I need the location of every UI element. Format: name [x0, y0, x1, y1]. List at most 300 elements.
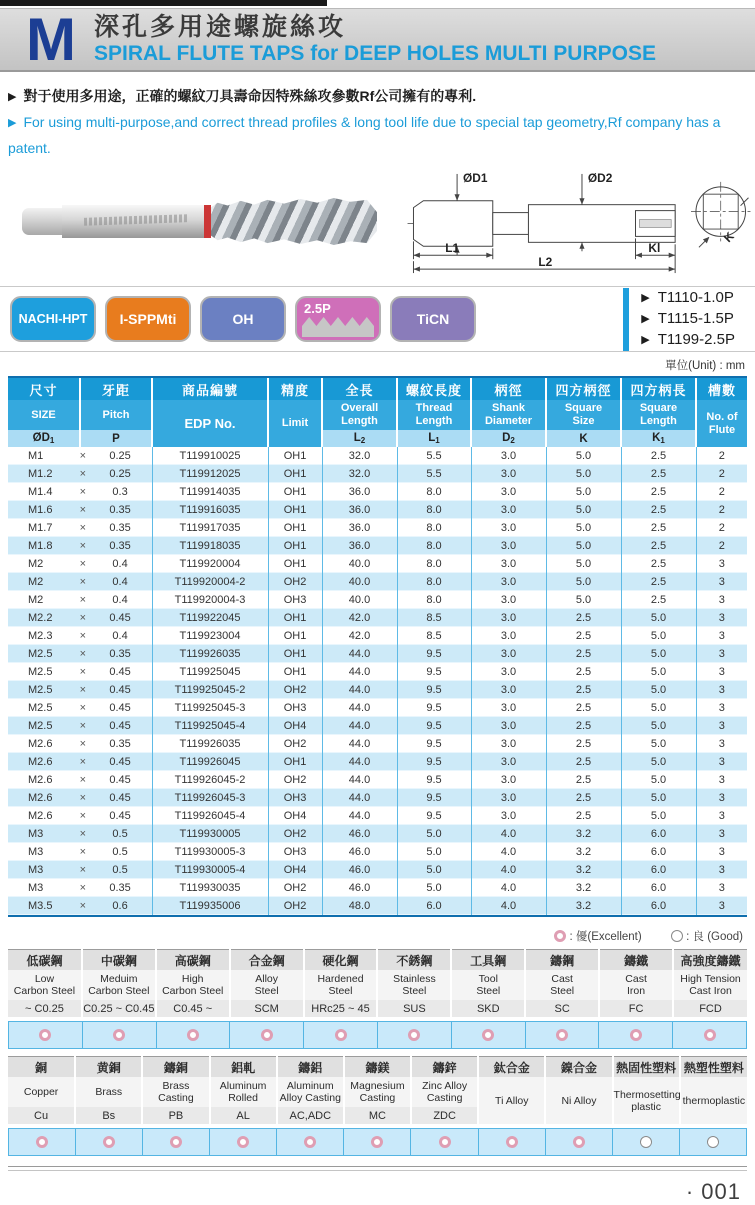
- material-en: Brass Casting: [142, 1077, 209, 1107]
- square-size-value: 5.0: [546, 519, 621, 537]
- pitch-value: 0.45: [109, 791, 131, 804]
- spec-row-T119922045: [8, 609, 747, 627]
- shank-diameter-value: 3.0: [471, 609, 546, 627]
- pitch-value: 0.45: [109, 773, 131, 786]
- size-value: M2: [28, 575, 44, 588]
- multiply-sign: ×: [79, 539, 87, 552]
- tap-red-ring: [204, 205, 211, 238]
- cell-size-pitch: [8, 789, 152, 807]
- size-value: M2.5: [28, 647, 53, 660]
- overall-length-value: 44.0: [322, 771, 397, 789]
- square-size-value: 3.2: [546, 897, 621, 915]
- cell-size-pitch: [8, 861, 152, 879]
- multiply-sign: ×: [79, 683, 87, 696]
- pitch-value: 0.4: [112, 575, 128, 588]
- material-zh: 鑄鋅: [411, 1057, 478, 1078]
- material-en: Aluminum Rolled: [210, 1077, 277, 1107]
- square-length-value: 6.0: [621, 879, 696, 897]
- edp-value: T119910025: [152, 447, 268, 465]
- thread-length-value: 9.5: [397, 663, 471, 681]
- overall-length-value: 40.0: [322, 591, 397, 609]
- square-size-value: 3.2: [546, 825, 621, 843]
- material-en: Zinc Alloy Casting: [411, 1077, 478, 1107]
- flute-count-value: 3: [696, 555, 747, 573]
- flute-count-value: 3: [696, 591, 747, 609]
- square-length-value: 5.0: [621, 717, 696, 735]
- material-zh: 高碳鋼: [156, 950, 230, 971]
- size-value: M2.5: [28, 719, 53, 732]
- flute-count-value: 3: [696, 699, 747, 717]
- flute-count-value: 3: [696, 861, 747, 879]
- square-size-value: 2.5: [546, 717, 621, 735]
- overall-length-value: 48.0: [322, 897, 397, 915]
- rating-cell: [210, 1129, 277, 1156]
- material-en: Copper: [8, 1077, 75, 1107]
- rating-legend: [0, 917, 755, 949]
- tap-square-drive: [22, 208, 64, 235]
- rating-cell: [673, 1022, 747, 1049]
- limit-value: OH1: [268, 519, 322, 537]
- overall-length-value: 42.0: [322, 609, 397, 627]
- rating-cell: [230, 1022, 304, 1049]
- material-en: Alloy Steel: [230, 970, 304, 1000]
- cell-size-pitch: [8, 843, 152, 861]
- shank-diameter-value: 3.0: [471, 537, 546, 555]
- size-value: M2.5: [28, 701, 53, 714]
- multiply-sign: ×: [79, 449, 87, 462]
- size-value: M2: [28, 593, 44, 606]
- shank-diameter-value: 3.0: [471, 753, 546, 771]
- square-size-value: 5.0: [546, 591, 621, 609]
- spec-row-T119925045: [8, 663, 747, 681]
- spec-table-wrap: [8, 376, 747, 917]
- multiply-sign: ×: [79, 845, 87, 858]
- square-length-value: 2.5: [621, 573, 696, 591]
- flute-count-value: 2: [696, 537, 747, 555]
- label-d2: ØD2: [587, 170, 613, 185]
- shank-diameter-value: 3.0: [471, 699, 546, 717]
- multiply-sign: ×: [79, 485, 87, 498]
- intro-bullets: [8, 84, 755, 160]
- limit-value: OH2: [268, 681, 322, 699]
- spec-row-T119910025: [8, 447, 747, 465]
- material-zh: 銅: [8, 1057, 75, 1078]
- square-length-value: 6.0: [621, 897, 696, 915]
- multiply-sign: ×: [79, 629, 87, 642]
- product-code-item: [641, 309, 735, 330]
- material-abbrev: C0.45 ~: [156, 1000, 230, 1017]
- badge-label: 2.5P: [304, 301, 331, 316]
- shank-diameter-value: 3.0: [471, 717, 546, 735]
- spec-sym-cell: $D_2$: [471, 430, 546, 447]
- material-zh: 鈦合金: [478, 1057, 545, 1078]
- limit-value: OH1: [268, 465, 322, 483]
- square-size-value: 2.5: [546, 645, 621, 663]
- excellent-icon: [261, 1029, 273, 1041]
- material-zh: 鑄鐵: [599, 950, 673, 971]
- square-length-value: 2.5: [621, 465, 696, 483]
- size-value: M3.5: [28, 899, 53, 912]
- badge-label: NACHI-HPT: [18, 312, 88, 326]
- badge-label: TiCN: [416, 311, 450, 327]
- square-length-value: 5.0: [621, 663, 696, 681]
- edp-value: T119912025: [152, 465, 268, 483]
- overall-length-value: 36.0: [322, 483, 397, 501]
- material-en-row: [8, 970, 747, 1000]
- materials-table-1: [8, 949, 747, 1017]
- size-value: M2.6: [28, 791, 53, 804]
- square-size-value: 5.0: [546, 501, 621, 519]
- overall-length-value: 44.0: [322, 663, 397, 681]
- material-sub-row: [8, 1000, 747, 1017]
- size-value: M2.6: [28, 737, 53, 750]
- shank-diameter-value: 3.0: [471, 735, 546, 753]
- cell-size-pitch: [8, 753, 152, 771]
- material-en: Tool Steel: [451, 970, 525, 1000]
- list-arrow-icon: ▶: [641, 333, 650, 346]
- square-length-value: 5.0: [621, 699, 696, 717]
- flute-count-value: 3: [696, 897, 747, 915]
- multiply-sign: ×: [79, 701, 87, 714]
- unit-label: 單位(Unit) : mm: [665, 360, 745, 372]
- thread-length-value: 8.0: [397, 519, 471, 537]
- size-value: M1.7: [28, 521, 53, 534]
- rating-cell: [612, 1129, 679, 1156]
- cell-size-pitch: [8, 681, 152, 699]
- material-zh: 低碳鋼: [8, 950, 82, 971]
- square-size-value: 5.0: [546, 447, 621, 465]
- rating-cell: [76, 1129, 143, 1156]
- edp-value: T119930005-4: [152, 861, 268, 879]
- pitch-value: 0.4: [112, 629, 128, 642]
- media-row: [0, 164, 755, 280]
- cell-size-pitch: [8, 735, 152, 753]
- pitch-value: 0.3: [112, 485, 128, 498]
- dimension-diagram: [405, 164, 755, 280]
- thread-length-value: 9.5: [397, 735, 471, 753]
- multiply-sign: ×: [79, 827, 87, 840]
- excellent-icon: [371, 1136, 383, 1148]
- size-value: M1: [28, 449, 44, 462]
- material-zh: 鑄銅: [142, 1057, 209, 1078]
- spec-head-cell: 尺寸: [8, 378, 80, 400]
- rating-cell: [304, 1022, 378, 1049]
- shank-diameter-value: 3.0: [471, 555, 546, 573]
- spec-row-T119930005: [8, 825, 747, 843]
- edp-value: T119930005: [152, 825, 268, 843]
- thread-length-value: 9.5: [397, 717, 471, 735]
- shank-diameter-value: 4.0: [471, 879, 546, 897]
- size-value: M3: [28, 881, 44, 894]
- material-en: Magnesium Casting: [344, 1077, 411, 1107]
- product-code-item: [641, 288, 735, 309]
- head-flute: No. of Flute: [696, 400, 747, 447]
- flute-count-value: 3: [696, 789, 747, 807]
- shank-diameter-value: 4.0: [471, 843, 546, 861]
- spec-row-T119920004: [8, 555, 747, 573]
- spec-head-sym: [8, 430, 747, 447]
- size-value: M1.8: [28, 539, 53, 552]
- material-en: High Carbon Steel: [156, 970, 230, 1000]
- square-length-value: 5.0: [621, 645, 696, 663]
- label-l1: L1: [445, 241, 460, 256]
- overall-length-value: 46.0: [322, 879, 397, 897]
- limit-value: OH2: [268, 735, 322, 753]
- thread-length-value: 5.5: [397, 465, 471, 483]
- material-en: Low Carbon Steel: [8, 970, 82, 1000]
- rating-cell: [478, 1129, 545, 1156]
- flute-count-value: 2: [696, 447, 747, 465]
- thread-length-value: 9.5: [397, 807, 471, 825]
- excellent-icon: [408, 1029, 420, 1041]
- thread-length-value: 8.0: [397, 501, 471, 519]
- spec-head-zh: [8, 378, 747, 400]
- material-abbrev: Bs: [75, 1107, 142, 1124]
- excellent-icon: [39, 1029, 51, 1041]
- head-size: SIZE: [8, 400, 80, 430]
- limit-value: OH2: [268, 573, 322, 591]
- feature-badge-nachi-hpt: [10, 296, 96, 342]
- edp-value: T119916035: [152, 501, 268, 519]
- bullet-en-text: For using multi-purpose,and correct thread profiles & long tool life due to special tap geometry,Rf company has a patent.: [8, 114, 721, 156]
- flute-count-value: 2: [696, 501, 747, 519]
- spec-row-T119918035: [8, 537, 747, 555]
- rating-cell: [525, 1022, 599, 1049]
- pitch-value: 0.25: [109, 449, 131, 462]
- rating-cell: [679, 1129, 746, 1156]
- material-zh: 高強度鑄鐵: [673, 950, 747, 971]
- tap-dimension-drawing: [405, 168, 753, 280]
- flute-count-value: 3: [696, 717, 747, 735]
- edp-value: T119925045-4: [152, 717, 268, 735]
- cell-size-pitch: [8, 627, 152, 645]
- excellent-icon: [335, 1029, 347, 1041]
- material-zh: 黄銅: [75, 1057, 142, 1078]
- feature-strip: [0, 286, 755, 352]
- limit-value: OH1: [268, 753, 322, 771]
- label-k: K: [720, 229, 737, 246]
- overall-length-value: 44.0: [322, 735, 397, 753]
- tap-illustration: [22, 190, 387, 252]
- size-value: M2.6: [28, 773, 53, 786]
- excellent-icon: [439, 1136, 451, 1148]
- badge-label: I-SPPMti: [119, 311, 177, 327]
- cell-size-pitch: [8, 897, 152, 915]
- limit-value: OH1: [268, 483, 322, 501]
- spec-row-T119926035: [8, 645, 747, 663]
- spec-head-cell: 四方柄徑: [546, 378, 621, 400]
- overall-length-value: 40.0: [322, 555, 397, 573]
- rating-cell: [9, 1022, 83, 1049]
- rating-cell: [9, 1129, 76, 1156]
- label-d1: ØD1: [463, 170, 488, 185]
- pitch-value: 0.25: [109, 467, 131, 480]
- pitch-value: 0.45: [109, 719, 131, 732]
- pitch-value: 0.5: [112, 863, 128, 876]
- limit-value: OH2: [268, 771, 322, 789]
- square-length-value: 2.5: [621, 447, 696, 465]
- spec-head-cell: 全長: [322, 378, 397, 400]
- limit-value: OH3: [268, 843, 322, 861]
- shank-diameter-value: 3.0: [471, 465, 546, 483]
- material-abbrev: SUS: [377, 1000, 451, 1017]
- limit-value: OH1: [268, 663, 322, 681]
- overall-length-value: 44.0: [322, 807, 397, 825]
- list-arrow-icon: ▶: [641, 291, 650, 304]
- multiply-sign: ×: [79, 719, 87, 732]
- spec-row-T119926045-3: [8, 789, 747, 807]
- flute-count-value: 2: [696, 483, 747, 501]
- square-length-value: 2.5: [621, 591, 696, 609]
- limit-value: OH3: [268, 591, 322, 609]
- head-overall: Overall Length: [322, 400, 397, 430]
- square-size-value: 2.5: [546, 699, 621, 717]
- thread-length-value: 5.5: [397, 447, 471, 465]
- thread-length-value: 8.5: [397, 627, 471, 645]
- overall-length-value: 36.0: [322, 501, 397, 519]
- thread-length-value: 8.5: [397, 609, 471, 627]
- limit-value: OH4: [268, 807, 322, 825]
- square-length-value: 5.0: [621, 681, 696, 699]
- square-length-value: 6.0: [621, 825, 696, 843]
- list-arrow-icon: ▶: [641, 312, 650, 325]
- feature-badges: [10, 296, 476, 342]
- legend-good: [671, 931, 743, 943]
- square-length-value: 6.0: [621, 843, 696, 861]
- excellent-icon: [556, 1029, 568, 1041]
- material-abbrev: FC: [599, 1000, 673, 1017]
- excellent-icon: [103, 1136, 115, 1148]
- square-size-value: 2.5: [546, 771, 621, 789]
- cell-size-pitch: [8, 879, 152, 897]
- shank-diameter-value: 3.0: [471, 519, 546, 537]
- multiply-sign: ×: [79, 521, 87, 534]
- material-abbrev: MC: [344, 1107, 411, 1124]
- pitch-value: 0.45: [109, 665, 131, 678]
- spec-table-body: [8, 447, 747, 915]
- material-abbrev: ZDC: [411, 1107, 478, 1124]
- spec-head-cell: 螺紋長度: [397, 378, 471, 400]
- shank-diameter-value: 3.0: [471, 681, 546, 699]
- multiply-sign: ×: [79, 611, 87, 624]
- spec-row-T119930035: [8, 879, 747, 897]
- material-en: High Tension Cast Iron: [673, 970, 747, 1000]
- product-code-text: T1115-1.5P: [657, 309, 734, 327]
- thread-length-value: 8.0: [397, 573, 471, 591]
- spec-row-T119912025: [8, 465, 747, 483]
- material-abbrev: FCD: [673, 1000, 747, 1017]
- spec-row-T119926045: [8, 753, 747, 771]
- material-abbrev: AC,ADC: [277, 1107, 344, 1124]
- cell-size-pitch: [8, 609, 152, 627]
- feature-badge-oh: [200, 296, 286, 342]
- cell-size-pitch: [8, 825, 152, 843]
- page-header-band: [0, 5, 755, 73]
- limit-value: OH2: [268, 825, 322, 843]
- cell-size-pitch: [8, 519, 152, 537]
- spec-row-T119917035: [8, 519, 747, 537]
- edp-value: T119920004: [152, 555, 268, 573]
- shank-diameter-value: 3.0: [471, 573, 546, 591]
- thread-length-value: 9.5: [397, 645, 471, 663]
- shank-diameter-value: 3.0: [471, 807, 546, 825]
- thread-length-value: 5.0: [397, 879, 471, 897]
- thread-length-value: 8.0: [397, 483, 471, 501]
- material-rating-row: [9, 1129, 747, 1156]
- square-size-value: 3.2: [546, 861, 621, 879]
- spec-row-T119925045-4: [8, 717, 747, 735]
- materials-ratings-1: [8, 1021, 747, 1049]
- square-length-value: 2.5: [621, 555, 696, 573]
- flute-count-value: 3: [696, 879, 747, 897]
- flute-count-value: 3: [696, 609, 747, 627]
- material-abbrev: C0.25 ~ C0.45: [82, 1000, 156, 1017]
- good-icon: [707, 1136, 719, 1148]
- overall-length-value: 44.0: [322, 681, 397, 699]
- size-value: M2.5: [28, 665, 53, 678]
- spec-head-cell: 牙距: [80, 378, 152, 400]
- shank-diameter-value: 4.0: [471, 897, 546, 915]
- pitch-value: 0.5: [112, 845, 128, 858]
- spec-row-T119925045-3: [8, 699, 747, 717]
- pitch-value: 0.45: [109, 701, 131, 714]
- edp-value: T119926045-4: [152, 807, 268, 825]
- edp-value: T119935006: [152, 897, 268, 915]
- spec-sym-cell: $L_1$: [397, 430, 471, 447]
- material-abbrev: ~ C0.25: [8, 1000, 82, 1017]
- edp-value: T119926035: [152, 645, 268, 663]
- material-zh: 鑄鎂: [344, 1057, 411, 1078]
- material-zh: 熱塑性塑料: [680, 1057, 747, 1078]
- shank-diameter-value: 3.0: [471, 627, 546, 645]
- shank-diameter-value: 3.0: [471, 645, 546, 663]
- pitch-value: 0.35: [109, 539, 131, 552]
- rating-cell: [451, 1022, 525, 1049]
- pitch-value: 0.35: [109, 881, 131, 894]
- shank-diameter-value: 3.0: [471, 663, 546, 681]
- flute-count-value: 3: [696, 807, 747, 825]
- pitch-value: 0.35: [109, 521, 131, 534]
- cell-size-pitch: [8, 483, 152, 501]
- size-value: M1.2: [28, 467, 53, 480]
- size-value: M2.3: [28, 629, 53, 642]
- square-length-value: 5.0: [621, 627, 696, 645]
- square-length-value: 6.0: [621, 861, 696, 879]
- cell-size-pitch: [8, 717, 152, 735]
- spec-row-T119926035: [8, 735, 747, 753]
- pitch-value: 0.6: [112, 899, 128, 912]
- rating-cell: [545, 1129, 612, 1156]
- pitch-value: 0.45: [109, 683, 131, 696]
- excellent-icon: [506, 1136, 518, 1148]
- square-size-value: 3.2: [546, 879, 621, 897]
- material-abbrev: Cu: [8, 1107, 75, 1124]
- bullet-arrow-icon: ▶: [8, 91, 17, 103]
- material-zh: 硬化鋼: [304, 950, 378, 971]
- head-square-length: Square Length: [621, 400, 696, 430]
- spec-sym-cell: $L_2$: [322, 430, 397, 447]
- multiply-sign: ×: [79, 773, 87, 786]
- edp-value: T119917035: [152, 519, 268, 537]
- material-en: Brass: [75, 1077, 142, 1107]
- spec-sym-cell: $ØD_1$: [8, 430, 80, 447]
- spec-row-T119930005-4: [8, 861, 747, 879]
- spec-row-T119923004: [8, 627, 747, 645]
- pitch-value: 0.35: [109, 737, 131, 750]
- blue-accent-bar: [623, 288, 629, 351]
- limit-value: OH1: [268, 537, 322, 555]
- material-en: Aluminum Alloy Casting: [277, 1077, 344, 1107]
